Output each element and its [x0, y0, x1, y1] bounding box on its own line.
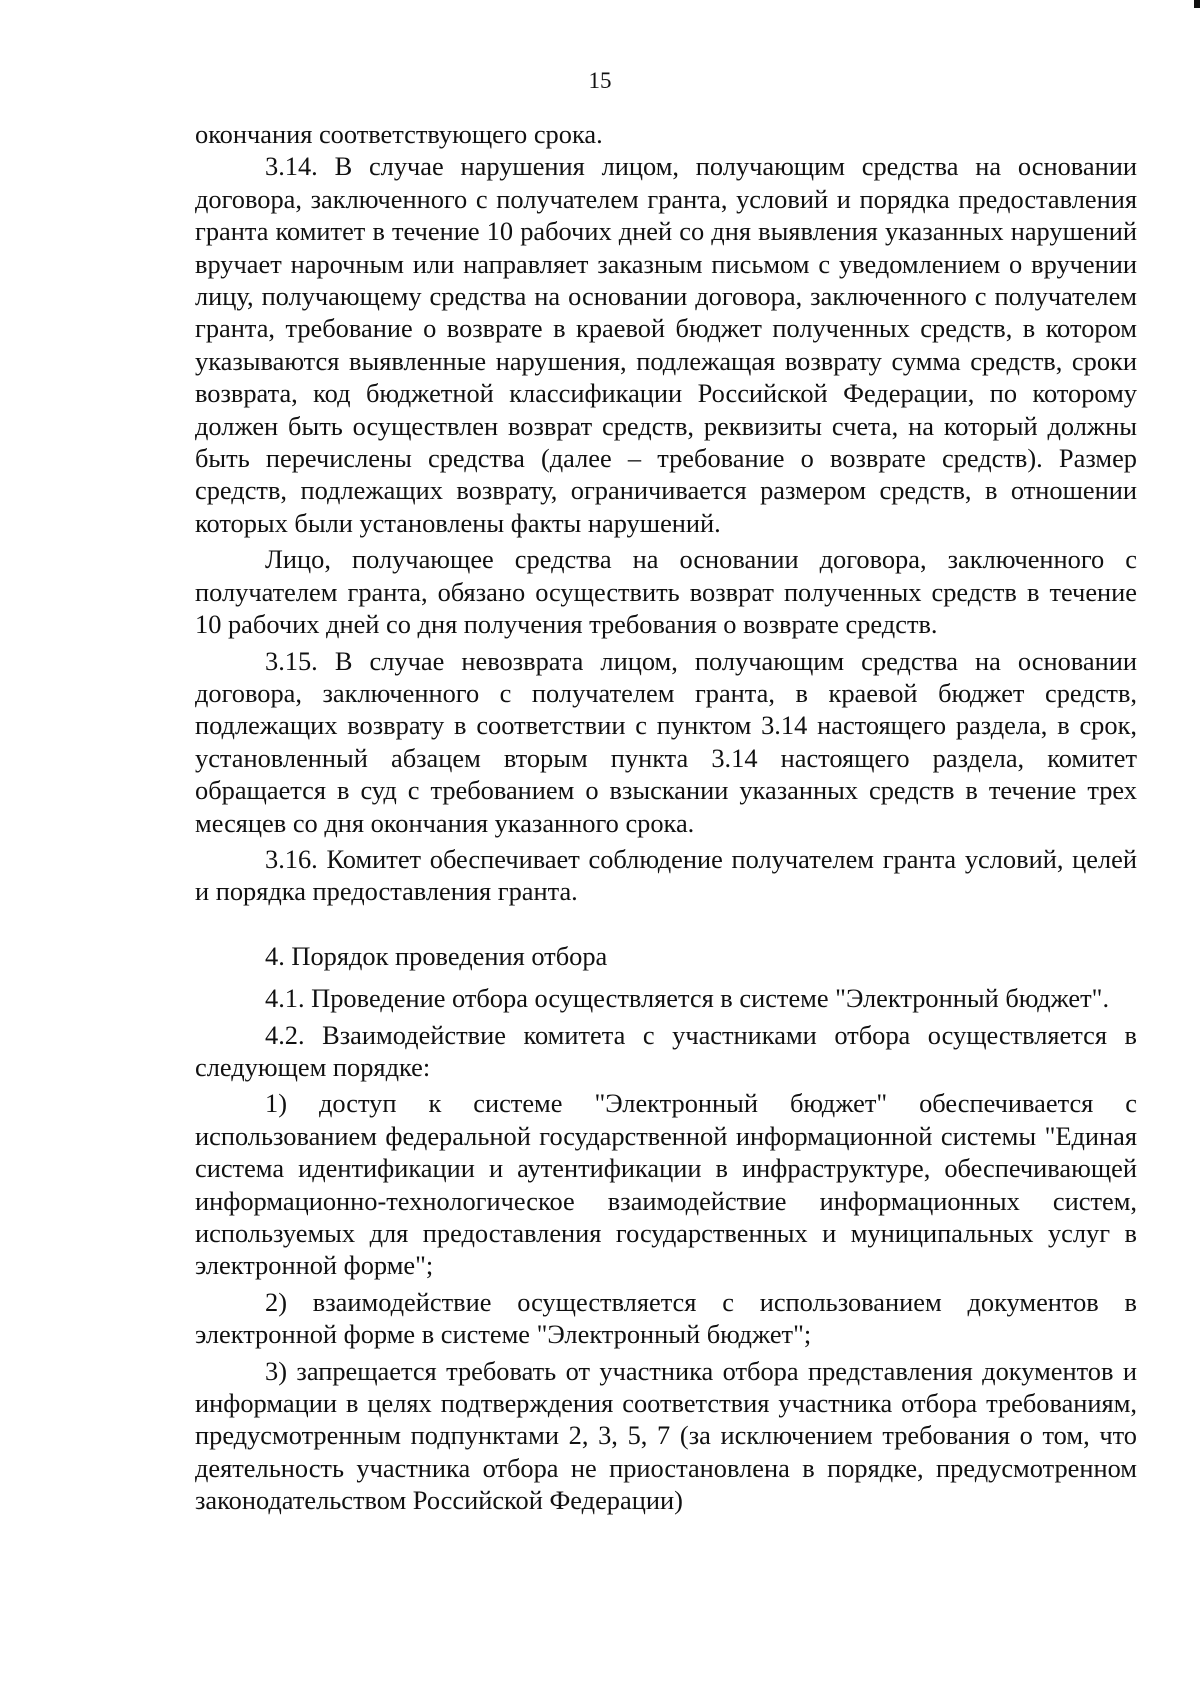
- paragraph: окончания соответствующего срока.: [195, 119, 603, 149]
- scan-corner-mark: [1194, 0, 1200, 8]
- document-body: [195, 118, 1137, 1517]
- paragraph: 3.16. Комитет обеспечивает соблюдение получателем гранта условий, целей и порядка предоставления гранта.: [195, 843, 1137, 907]
- paragraph: Лицо, получающее средства на основании договора, заключенного с получателем гранта, обязано осуществить возврат полученных средств в течение 10 рабочих дней со дня получения требования о возврате средств.: [195, 544, 1137, 640]
- section-heading: 4. Порядок проведения отбора: [265, 940, 608, 971]
- paragraph: 3.15. В случае невозврата лицом, получающим средства на основании договора, заключенного с получателем гранта, в краевой бюджет средств, подлежащих возврату в соответствии с пунктом 3.14 настоящего раздела, в срок, установленный абзацем вторым пункта 3.14 настоящего раздела, комитет обращается в суд с требованием о взыскании указанных средств в течение трех месяцев со дня окончания указанного срока.: [195, 645, 1137, 838]
- paragraph: 4.2. Взаимодействие комитета с участниками отбора осуществляется в следующем порядке:: [195, 1019, 1137, 1082]
- paragraph: 3.14. В случае нарушения лицом, получающим средства на основании договора, заключенного с получателем гранта, условий и порядка предоставления гранта комитет в течение 10 рабочих дней со дня выявления указанных нарушений вручает нарочным или направляет заказным письмом с уведомлением о вручении лицу, получающему средства на основании договора, заключенного с получателем гранта, требование о возврате в краевой бюджет полученных средств, в котором указываются выявленные нарушения, подлежащая возврату сумма средств, сроки возврата, код бюджетной классификации Российской Федерации, по которому должен быть осуществлен возврат средств, реквизиты счета, на который должны быть перечислены средства (далее – требование о возврате средств). Размер средств, подлежащих возврату, ограничивается размером средств, в отношении которых были установлены факты нарушений.: [195, 151, 1137, 538]
- list-item: 2) взаимодействие осуществляется с использованием документов в электронной форме в системе "Электронный бюджет";: [195, 1286, 1137, 1350]
- paragraph: 4.1. Проведение отбора осуществляется в системе "Электронный бюджет".: [265, 983, 1110, 1014]
- list-item: 1) доступ к системе "Электронный бюджет" обеспечивается с использованием федеральной государственной информационной системы "Единая система идентификации и аутентификации в инфраструктуре, обеспечивающей информационно-технологическое взаимодействие информационных систем, используемых для предоставления государственных и муниципальных услуг в электронной форме";: [195, 1088, 1137, 1281]
- list-item: 3) запрещается требовать от участника отбора представления документов и информации в целях подтверждения соответствия участника отбора требованиям, предусмотренным подпунктами 2, 3, 5, 7 (за исключением требования о том, что деятельность участника отбора не приостановлена в порядке, предусмотренном законодательством Российской Федерации): [195, 1355, 1137, 1516]
- page-number: 15: [588, 68, 612, 93]
